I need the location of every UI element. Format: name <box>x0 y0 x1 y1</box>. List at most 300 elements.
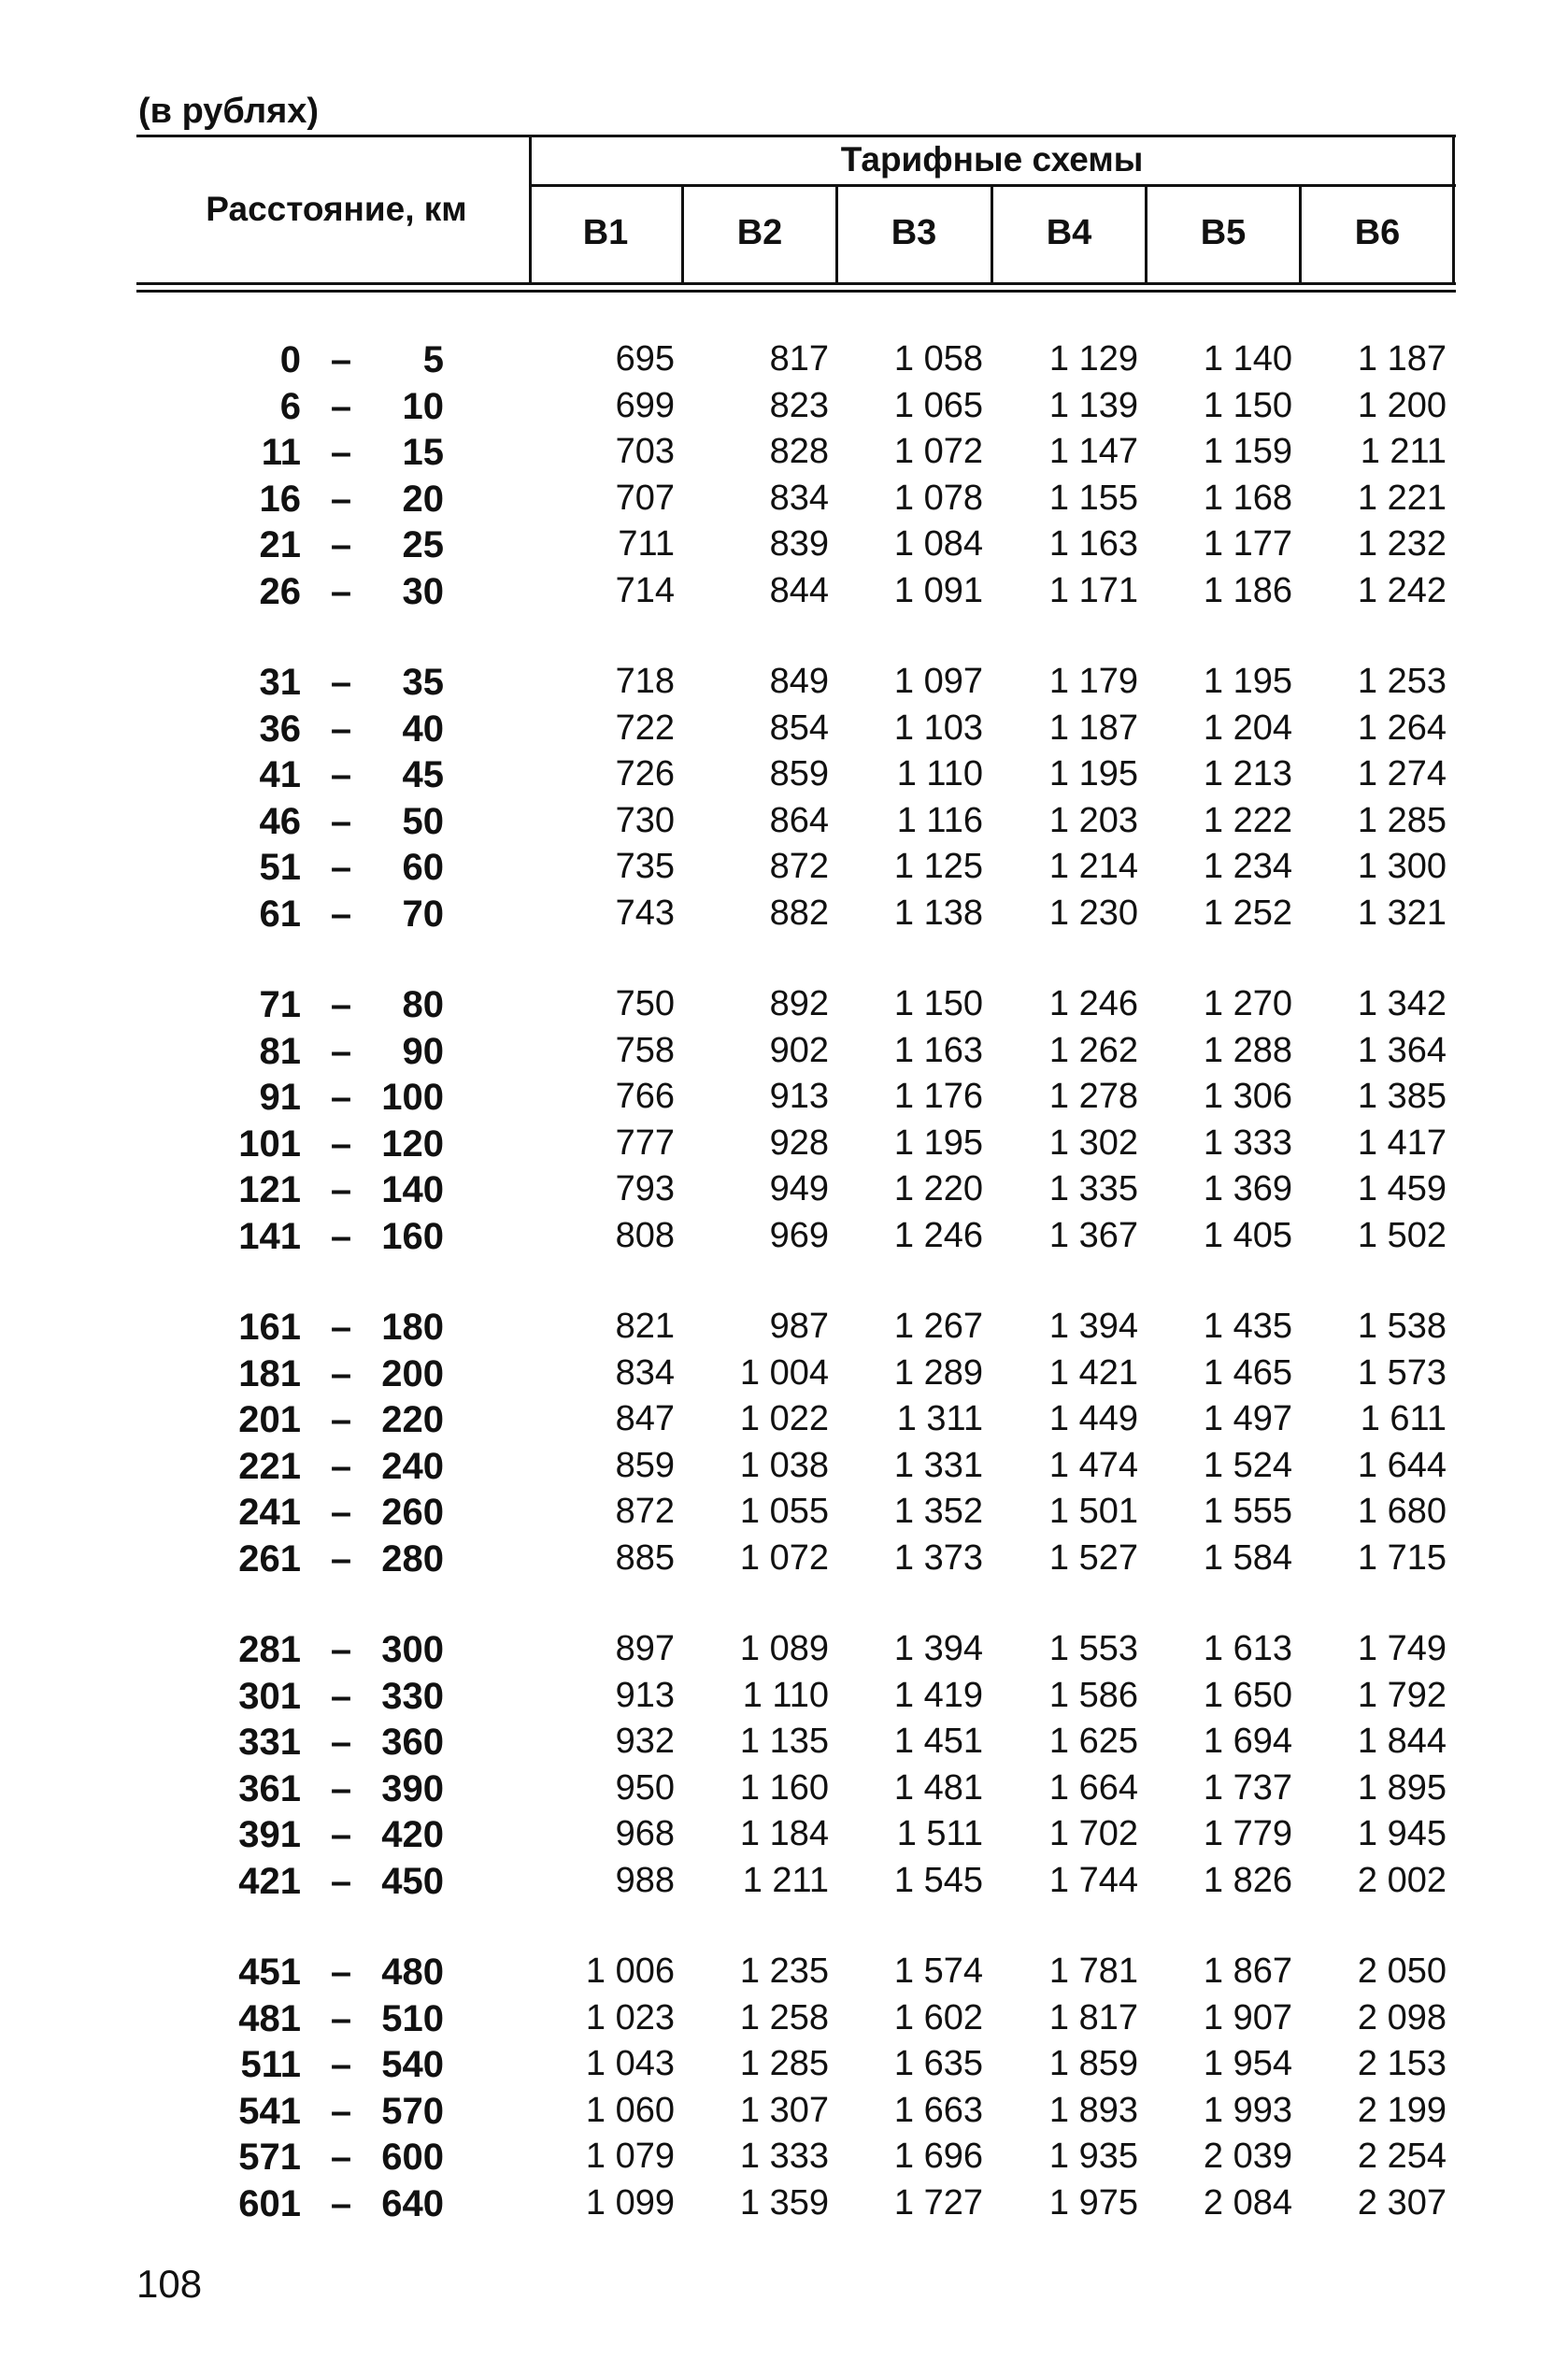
tariff-value-v2: 1 038 <box>739 1445 829 1485</box>
tariff-value-v1: 722 <box>615 708 675 748</box>
tariff-value-v3: 1 289 <box>893 1352 983 1393</box>
distance-from: 0 <box>279 339 301 380</box>
distance-to: 160 <box>381 1215 444 1257</box>
range-dash: – <box>330 1169 352 1210</box>
distance-from: 201 <box>238 1399 301 1440</box>
distance-to: 25 <box>402 524 444 565</box>
tariff-value-v5: 2 039 <box>1203 2137 1292 2176</box>
tariff-value-v4: 1 394 <box>1048 1307 1138 1346</box>
distance-to: 540 <box>381 2044 444 2085</box>
tariff-value-v4: 1 230 <box>1048 893 1138 933</box>
tariff-value-v3: 1 727 <box>893 2182 983 2223</box>
table-row <box>0 1768 1568 1814</box>
table-row <box>0 1998 1568 2044</box>
tariff-value-v6: 1 200 <box>1357 385 1447 425</box>
tariff-value-v2: 854 <box>769 708 829 748</box>
tariff-value-v4: 1 893 <box>1048 2090 1138 2130</box>
tariff-value-v4: 1 474 <box>1048 1445 1138 1485</box>
tariff-value-v4: 1 781 <box>1048 1951 1138 1991</box>
tariff-value-v6: 1 385 <box>1357 1077 1447 1116</box>
tariff-value-v6: 1 680 <box>1357 1492 1447 1531</box>
tariff-value-v5: 1 159 <box>1203 432 1292 471</box>
distance-from: 481 <box>238 1997 301 2039</box>
header-vline-6 <box>1452 135 1455 285</box>
distance-to: 50 <box>402 800 444 842</box>
distance-to: 330 <box>381 1675 444 1717</box>
range-dash: – <box>330 2182 352 2224</box>
table-row <box>0 524 1568 570</box>
tariff-value-v2: 987 <box>769 1307 829 1346</box>
tariff-value-v1: 950 <box>615 1767 675 1808</box>
tariff-value-v3: 1 058 <box>893 339 983 379</box>
tariff-value-v1: 758 <box>615 1030 675 1070</box>
distance-to: 20 <box>402 478 444 520</box>
tariff-value-v5: 1 613 <box>1203 1629 1292 1668</box>
distance-from: 121 <box>238 1169 301 1210</box>
tariff-value-v2: 834 <box>769 478 829 518</box>
range-dash: – <box>330 1675 352 1717</box>
range-dash: – <box>330 1122 352 1165</box>
table-row <box>0 2137 1568 2182</box>
tariff-value-v1: 834 <box>615 1352 675 1393</box>
range-dash: – <box>330 2090 352 2132</box>
tariff-value-v1: 735 <box>615 847 675 886</box>
tariff-value-v4: 1 935 <box>1048 2137 1138 2176</box>
tariff-value-v1: 847 <box>615 1399 675 1438</box>
tariff-value-v6: 1 895 <box>1357 1767 1447 1808</box>
tariff-value-v5: 1 907 <box>1203 1997 1292 2037</box>
tariff-value-v1: 859 <box>615 1445 675 1485</box>
distance-to: 390 <box>381 1767 444 1809</box>
distance-to: 30 <box>402 570 444 612</box>
range-dash: – <box>330 662 352 703</box>
tariff-value-v6: 1 502 <box>1357 1215 1447 1255</box>
tariff-value-v1: 988 <box>615 1860 675 1900</box>
tariff-value-v1: 726 <box>615 754 675 793</box>
distance-from: 331 <box>238 1722 301 1763</box>
distance-from: 81 <box>259 1030 301 1072</box>
tariff-value-v5: 1 694 <box>1203 1722 1292 1761</box>
range-dash: – <box>330 893 352 935</box>
distance-to: 90 <box>402 1030 444 1072</box>
tariff-value-v3: 1 103 <box>893 708 983 748</box>
tariff-value-v5: 1 405 <box>1203 1215 1292 1255</box>
tariff-value-v5: 1 195 <box>1203 662 1292 701</box>
tariff-value-v4: 1 129 <box>1048 339 1138 379</box>
tariff-value-v6: 2 254 <box>1357 2137 1447 2176</box>
table-row <box>0 1722 1568 1767</box>
tariff-value-v5: 1 234 <box>1203 847 1292 886</box>
tariff-value-v6: 1 187 <box>1357 339 1447 379</box>
tariff-value-v5: 1 168 <box>1203 478 1292 518</box>
table-row <box>0 1216 1568 1262</box>
distance-from: 161 <box>238 1307 301 1348</box>
table-row <box>0 1492 1568 1537</box>
tariff-value-v4: 1 501 <box>1048 1492 1138 1531</box>
tariff-value-v1: 808 <box>615 1215 675 1255</box>
tariff-value-v1: 699 <box>615 385 675 425</box>
tariff-value-v1: 711 <box>618 524 675 564</box>
tariff-value-v3: 1 065 <box>893 385 983 425</box>
table-row <box>0 1861 1568 1907</box>
tariff-value-v5: 1 867 <box>1203 1951 1292 1991</box>
distance-from: 261 <box>238 1537 301 1580</box>
header-top-rule <box>136 135 1456 137</box>
tariff-value-v3: 1 138 <box>893 893 983 933</box>
tariff-value-v4: 1 302 <box>1048 1122 1138 1163</box>
distance-to: 480 <box>381 1951 444 1993</box>
table-row <box>0 801 1568 847</box>
tariff-value-v4: 1 179 <box>1048 662 1138 701</box>
tariff-value-v2: 1 285 <box>739 2044 829 2083</box>
tariff-value-v6: 1 715 <box>1357 1537 1447 1578</box>
distance-from: 301 <box>238 1675 301 1717</box>
tariff-value-v6: 1 342 <box>1357 984 1447 1023</box>
range-dash: – <box>330 1997 352 2039</box>
tariff-value-v2: 872 <box>769 847 829 886</box>
tariff-value-v1: 1 060 <box>585 2090 675 2130</box>
distance-to: 100 <box>381 1077 444 1118</box>
tariff-value-v3: 1 352 <box>893 1492 983 1531</box>
tariff-value-v2: 817 <box>769 339 829 379</box>
tariff-value-v4: 1 586 <box>1048 1675 1138 1715</box>
distance-from: 281 <box>238 1629 301 1670</box>
tariff-value-v3: 1 110 <box>896 754 983 793</box>
tariff-value-v2: 849 <box>769 662 829 701</box>
header-bottom-rule <box>136 282 1456 285</box>
tariff-value-v6: 1 644 <box>1357 1445 1447 1485</box>
tariff-value-v4: 1 664 <box>1048 1767 1138 1808</box>
distance-to: 40 <box>402 708 444 750</box>
range-dash: – <box>330 1307 352 1348</box>
distance-from: 101 <box>238 1122 301 1165</box>
tariff-value-v4: 1 367 <box>1048 1215 1138 1255</box>
tariff-value-v1: 913 <box>615 1675 675 1715</box>
tariff-value-v5: 1 333 <box>1203 1122 1292 1163</box>
distance-to: 220 <box>381 1399 444 1440</box>
tariff-value-v2: 1 072 <box>739 1537 829 1578</box>
distance-to: 450 <box>381 1860 444 1902</box>
tariff-value-v5: 1 204 <box>1203 708 1292 748</box>
distance-from: 601 <box>238 2182 301 2224</box>
tariff-value-v3: 1 373 <box>893 1537 983 1578</box>
table-row <box>0 1307 1568 1352</box>
table-row <box>0 479 1568 524</box>
distance-to: 260 <box>381 1492 444 1533</box>
tariff-value-v6: 1 573 <box>1357 1352 1447 1393</box>
tariff-value-v3: 1 072 <box>893 432 983 471</box>
tariff-value-v4: 1 195 <box>1048 754 1138 793</box>
tariff-value-v5: 1 306 <box>1203 1077 1292 1116</box>
distance-to: 510 <box>381 1997 444 2039</box>
tariff-value-v3: 1 150 <box>893 984 983 1023</box>
tariff-value-v2: 1 089 <box>739 1629 829 1668</box>
tariff-value-v6: 1 253 <box>1357 662 1447 701</box>
tariff-value-v6: 1 274 <box>1357 754 1447 793</box>
tariff-value-v1: 1 006 <box>585 1951 675 1991</box>
tariff-value-v1: 743 <box>615 893 675 933</box>
tariff-value-v4: 1 975 <box>1048 2182 1138 2223</box>
table-row <box>0 984 1568 1030</box>
tariff-value-v6: 1 300 <box>1357 847 1447 886</box>
tariff-value-v4: 1 859 <box>1048 2044 1138 2083</box>
tariff-value-v2: 1 055 <box>739 1492 829 1531</box>
tariff-value-v2: 928 <box>769 1122 829 1163</box>
tariff-value-v6: 1 264 <box>1357 708 1447 748</box>
tariff-value-v5: 1 177 <box>1203 524 1292 564</box>
tariff-value-v6: 1 211 <box>1360 432 1447 471</box>
tariff-value-v6: 2 153 <box>1357 2044 1447 2083</box>
tariff-value-v2: 969 <box>769 1215 829 1255</box>
range-dash: – <box>330 1629 352 1670</box>
tariff-value-v5: 1 650 <box>1203 1675 1292 1715</box>
tariff-value-v3: 1 116 <box>896 800 983 840</box>
tariff-value-v6: 1 364 <box>1357 1030 1447 1070</box>
table-row <box>0 1446 1568 1492</box>
distance-to: 45 <box>402 754 444 795</box>
tariff-value-v3: 1 696 <box>893 2137 983 2176</box>
distance-to: 5 <box>422 339 444 380</box>
tariff-value-v3: 1 602 <box>893 1997 983 2037</box>
tariff-value-v6: 1 844 <box>1357 1722 1447 1761</box>
distance-to: 420 <box>381 1814 444 1855</box>
table-row <box>0 1077 1568 1122</box>
tariff-value-v3: 1 125 <box>893 847 983 886</box>
tariff-value-v6: 1 459 <box>1357 1169 1447 1208</box>
range-dash: – <box>330 432 352 473</box>
tariff-value-v6: 1 242 <box>1357 570 1447 610</box>
unit-note: (в рублях) <box>138 92 320 131</box>
tariff-value-v4: 1 187 <box>1048 708 1138 748</box>
range-dash: – <box>330 478 352 520</box>
tariff-value-v1: 1 043 <box>585 2044 675 2083</box>
tariff-value-v1: 1 079 <box>585 2137 675 2176</box>
distance-from: 21 <box>259 524 301 565</box>
tariff-value-v2: 1 004 <box>739 1352 829 1393</box>
tariff-value-v5: 1 779 <box>1203 1814 1292 1853</box>
distance-from: 181 <box>238 1352 301 1394</box>
distance-to: 240 <box>381 1445 444 1487</box>
tariff-value-v4: 1 702 <box>1048 1814 1138 1853</box>
range-dash: – <box>330 1767 352 1809</box>
distance-from: 26 <box>259 570 301 612</box>
tariff-value-v1: 777 <box>615 1122 675 1163</box>
tariff-value-v1: 872 <box>615 1492 675 1531</box>
distance-from: 91 <box>259 1077 301 1118</box>
tariff-value-v6: 1 285 <box>1357 800 1447 840</box>
range-dash: – <box>330 847 352 888</box>
tariff-value-v2: 1 307 <box>739 2090 829 2130</box>
tariff-value-v3: 1 267 <box>893 1307 983 1346</box>
tariff-value-v6: 1 945 <box>1357 1814 1447 1853</box>
range-dash: – <box>330 385 352 427</box>
range-dash: – <box>330 1860 352 1902</box>
tariff-value-v2: 864 <box>769 800 829 840</box>
tariff-value-v2: 1 359 <box>739 2182 829 2223</box>
tariff-value-v3: 1 195 <box>893 1122 983 1163</box>
tariff-value-v1: 703 <box>615 432 675 471</box>
tariff-value-v2: 823 <box>769 385 829 425</box>
table-row <box>0 847 1568 893</box>
distance-from: 241 <box>238 1492 301 1533</box>
column-header-v1: В1 <box>582 213 629 252</box>
distance-to: 200 <box>381 1352 444 1394</box>
table-row <box>0 1676 1568 1722</box>
distance-from: 141 <box>238 1215 301 1257</box>
range-dash: – <box>330 800 352 842</box>
distance-from: 361 <box>238 1767 301 1809</box>
tariff-value-v1: 1 099 <box>585 2182 675 2223</box>
tariff-value-v2: 902 <box>769 1030 829 1070</box>
tariff-value-v4: 1 335 <box>1048 1169 1138 1208</box>
range-dash: – <box>330 570 352 612</box>
tariff-value-v1: 885 <box>615 1537 675 1578</box>
table-row <box>0 2183 1568 2229</box>
tariff-value-v4: 1 246 <box>1048 984 1138 1023</box>
tariff-value-v2: 892 <box>769 984 829 1023</box>
tariff-value-v4: 1 625 <box>1048 1722 1138 1761</box>
tariff-value-v1: 718 <box>615 662 675 701</box>
tariff-value-v3: 1 311 <box>896 1399 983 1438</box>
range-dash: – <box>330 2044 352 2085</box>
range-dash: – <box>330 1077 352 1118</box>
tariff-value-v5: 1 584 <box>1203 1537 1292 1578</box>
tariff-value-v5: 1 465 <box>1203 1352 1292 1393</box>
distance-from: 16 <box>259 478 301 520</box>
tariff-value-v5: 1 435 <box>1203 1307 1292 1346</box>
tariff-value-v4: 1 421 <box>1048 1352 1138 1393</box>
range-dash: – <box>330 1814 352 1855</box>
range-dash: – <box>330 1399 352 1440</box>
tariff-value-v5: 1 826 <box>1203 1860 1292 1900</box>
tariff-value-v5: 1 555 <box>1203 1492 1292 1531</box>
tariff-value-v6: 2 199 <box>1357 2090 1447 2130</box>
tariff-value-v2: 859 <box>769 754 829 793</box>
tariff-value-v1: 897 <box>615 1629 675 1668</box>
table-row <box>0 1169 1568 1215</box>
tariff-value-v2: 1 184 <box>739 1814 829 1853</box>
tariff-value-v5: 1 222 <box>1203 800 1292 840</box>
column-header-v4: В4 <box>1046 213 1092 252</box>
tariff-value-v3: 1 545 <box>893 1860 983 1900</box>
table-row <box>0 1629 1568 1675</box>
distance-from: 571 <box>238 2137 301 2178</box>
distance-to: 280 <box>381 1537 444 1580</box>
tariff-value-v5: 1 737 <box>1203 1767 1292 1808</box>
tariff-value-v4: 1 527 <box>1048 1537 1138 1578</box>
tariff-value-v1: 707 <box>615 478 675 518</box>
tariff-value-v5: 2 084 <box>1203 2182 1292 2223</box>
tariff-value-v6: 2 307 <box>1357 2182 1447 2223</box>
range-dash: – <box>330 2137 352 2178</box>
tariff-value-v6: 1 611 <box>1360 1399 1447 1438</box>
tariff-value-v4: 1 203 <box>1048 800 1138 840</box>
tariff-value-v1: 793 <box>615 1169 675 1208</box>
distance-from: 511 <box>240 2044 301 2085</box>
range-dash: – <box>330 1352 352 1394</box>
distance-to: 360 <box>381 1722 444 1763</box>
range-dash: – <box>330 1537 352 1580</box>
tariff-value-v5: 1 270 <box>1203 984 1292 1023</box>
distance-from: 451 <box>238 1951 301 1993</box>
tariff-value-v6: 1 321 <box>1357 893 1447 933</box>
distance-to: 60 <box>402 847 444 888</box>
tariff-value-v3: 1 451 <box>893 1722 983 1761</box>
distance-to: 120 <box>381 1122 444 1165</box>
table-row <box>0 708 1568 754</box>
table-row <box>0 571 1568 617</box>
tariff-value-v4: 1 262 <box>1048 1030 1138 1070</box>
tariff-value-v4: 1 147 <box>1048 432 1138 471</box>
tariff-value-v4: 1 163 <box>1048 524 1138 564</box>
tariff-value-v1: 695 <box>615 339 675 379</box>
column-header-v5: В5 <box>1200 213 1247 252</box>
tariff-value-v4: 1 155 <box>1048 478 1138 518</box>
tariff-value-v3: 1 481 <box>893 1767 983 1808</box>
tariff-value-v3: 1 163 <box>893 1030 983 1070</box>
header-bottom-rule-2 <box>136 290 1456 293</box>
range-dash: – <box>330 1951 352 1993</box>
tariff-value-v4: 1 171 <box>1048 570 1138 610</box>
distance-from: 6 <box>279 385 301 427</box>
tariff-value-v6: 1 417 <box>1357 1122 1447 1163</box>
table-row <box>0 1031 1568 1077</box>
range-dash: – <box>330 1492 352 1533</box>
distance-from: 31 <box>259 662 301 703</box>
tariff-value-v4: 1 449 <box>1048 1399 1138 1438</box>
tariff-value-v6: 2 002 <box>1357 1860 1447 1900</box>
tariff-value-v2: 839 <box>769 524 829 564</box>
column-header-v6: В6 <box>1354 213 1401 252</box>
table-row <box>0 1123 1568 1169</box>
distance-from: 421 <box>238 1860 301 1902</box>
table-row <box>0 339 1568 385</box>
table-row <box>0 1951 1568 1997</box>
tariff-value-v1: 932 <box>615 1722 675 1761</box>
tariff-value-v3: 1 091 <box>893 570 983 610</box>
tariff-value-v5: 1 993 <box>1203 2090 1292 2130</box>
distance-from: 11 <box>261 432 301 473</box>
table-row <box>0 432 1568 478</box>
tariff-value-v2: 1 022 <box>739 1399 829 1438</box>
distance-to: 70 <box>402 893 444 935</box>
tariff-value-v2: 1 235 <box>739 1951 829 1991</box>
tariff-value-v2: 1 211 <box>742 1860 829 1900</box>
tariff-value-v3: 1 084 <box>893 524 983 564</box>
table-row <box>0 1399 1568 1445</box>
tariff-value-v1: 1 023 <box>585 1997 675 2037</box>
tariff-value-v3: 1 663 <box>893 2090 983 2130</box>
distance-from: 71 <box>259 984 301 1025</box>
tariff-value-v2: 1 160 <box>739 1767 829 1808</box>
tariff-value-v2: 949 <box>769 1169 829 1208</box>
tariff-value-v2: 1 135 <box>739 1722 829 1761</box>
tariff-value-v1: 766 <box>615 1077 675 1116</box>
tariff-schemes-header: Тарифные схемы <box>840 140 1144 179</box>
distance-column-header: Расстояние, км <box>206 190 467 228</box>
tariff-value-v6: 1 221 <box>1357 478 1447 518</box>
tariff-value-v5: 1 213 <box>1203 754 1292 793</box>
distance-to: 80 <box>402 984 444 1025</box>
range-dash: – <box>330 1030 352 1072</box>
range-dash: – <box>330 754 352 795</box>
tariff-value-v5: 1 252 <box>1203 893 1292 933</box>
tariff-value-v6: 1 749 <box>1357 1629 1447 1668</box>
tariff-value-v5: 1 140 <box>1203 339 1292 379</box>
distance-to: 180 <box>381 1307 444 1348</box>
tariff-value-v4: 1 278 <box>1048 1077 1138 1116</box>
tariff-value-v1: 821 <box>615 1307 675 1346</box>
